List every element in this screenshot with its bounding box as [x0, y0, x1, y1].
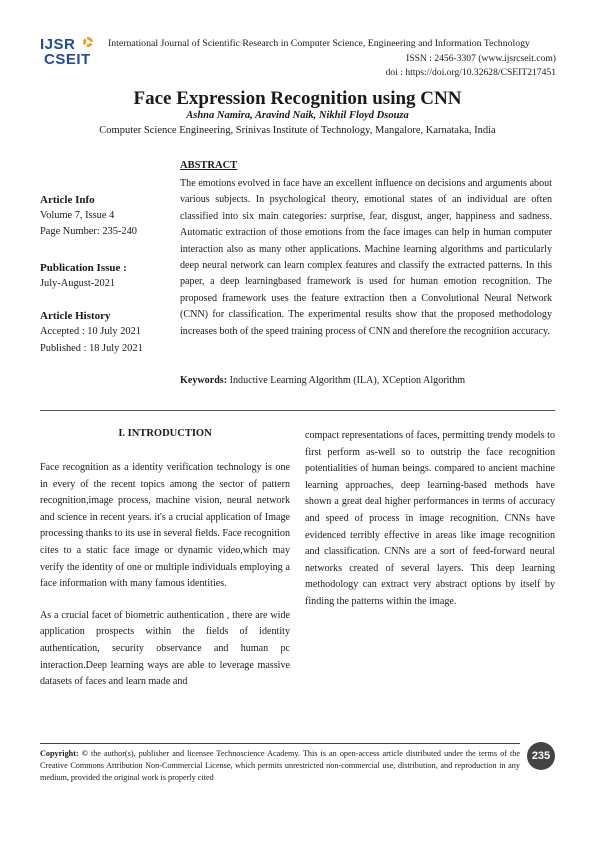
intro-paragraph-2: As a crucial facet of biometric authentication , there are wide application prospects within the fields of identity authentication, security observance and human pc interaction.Deep learning ways are able to leverage massive datasets of faces and learn made and	[40, 609, 290, 688]
doi-link[interactable]: doi : https://doi.org/10.32628/CSEIT217451	[385, 67, 556, 78]
copyright-text: the author(s), publisher and licensee Technoscience Academy. This is an open-access article distributed under the terms of the Creative Commons Attribution Non-Commercial License, which permits unrestricted non-commercial use, distribution, and reproduction in any medium, provided the original work is properly cited	[40, 749, 521, 782]
copyright-notice	[40, 748, 520, 784]
keywords	[180, 375, 465, 386]
paper-authors: Ashna Namira, Aravind Naik, Nikhil Floyd Dsouza	[186, 110, 409, 121]
intro-paragraph-3: compact representations of faces, permitting trendy models to first perform as-well so to outstrip the face recognition potentialities of human beings. compared to ancient machine learning approaches, deep learning-based methods have shown a great deal higher performances in terms of accuracy and speed of process in image recognition. CNNs have evidenced terribly effective in areas like image recognition and classification. CNNs are a sort of feed-forward neural networks created of several layers. This deep learning methodology can extract very abstract options by itself by finding the patterns within the image.	[305, 430, 555, 607]
abstract-heading: ABSTRACT	[180, 160, 238, 171]
keywords-label: Keywords:	[180, 375, 228, 386]
keywords-text: Inductive Learning Algorithm (ILA), XCeption Algorithm	[229, 375, 466, 386]
intro-heading: I. INTRODUCTION	[118, 428, 212, 439]
abstract-text: The emotions evolved in face have an excellent influence on decisions and arguments about various subjects. In psychological theory, emotional states of an individual are often classified into six main categories: surprise, fear, disgust, anger, happiness and sadness. Automatic extraction of those emotions from the face images can help in human computer interaction also as many other applications. Machine learning algorithms and particularly deep neural network can learn complex features and classify the extracted patterns. In this paper, a deep learningbased framework is used for human emotion recognition. The proposed framework uses the feature extraction then a Convolutional Neural Network (CNN) for classification. The experimental results show that the proposed methodology increases both of the speed training process of CNN and therefore the recognition accuracy.	[180, 178, 552, 337]
published-date: Published : 18 July 2021	[40, 343, 143, 354]
page-number-badge: 235	[527, 742, 555, 770]
article-history-heading: Article History	[40, 310, 111, 322]
publication-issue: July-August-2021	[40, 278, 116, 289]
paper-title: Face Expression Recognition using CNN	[133, 88, 462, 109]
logo-text-bottom: CSEIT	[44, 51, 91, 68]
article-volume: Volume 7, Issue 4	[40, 210, 115, 221]
paper-affiliation: Computer Science Engineering, Srinivas Institute of Technology, Mangalore, Karnataka, India	[99, 125, 496, 136]
journal-name: International Journal of Scientific Research in Computer Science, Engineering and Information Technology	[108, 38, 530, 49]
section-divider	[40, 410, 555, 411]
left-column	[40, 460, 290, 706]
issn: ISSN : 2456-3307 (www.ijsrcseit.com)	[406, 53, 556, 64]
journal-logo	[40, 36, 100, 70]
gear-icon	[83, 37, 93, 47]
article-info-heading: Article Info	[40, 194, 95, 206]
logo-text-top: IJSR	[40, 36, 76, 53]
publication-issue-heading: Publication Issue :	[40, 262, 127, 274]
article-pages: Page Number: 235-240	[40, 226, 137, 237]
intro-paragraph-1: Face recognition as a identity verification technology is one in every of the recent topics among the sector of pattern recognition,image process, machine vision, neural network and science in recent years. it's a crucial application of Image processing thanks to its use in several fields. Face recognition cites to a static face image or dynamic video,which may verify the identity of one or multiple individuals employing a face information with many famous identities.	[40, 462, 290, 590]
copyright-label: Copyright: ©	[40, 749, 88, 758]
footer-divider	[40, 743, 520, 744]
accepted-date: Accepted : 10 July 2021	[40, 326, 141, 337]
right-column	[305, 428, 555, 626]
